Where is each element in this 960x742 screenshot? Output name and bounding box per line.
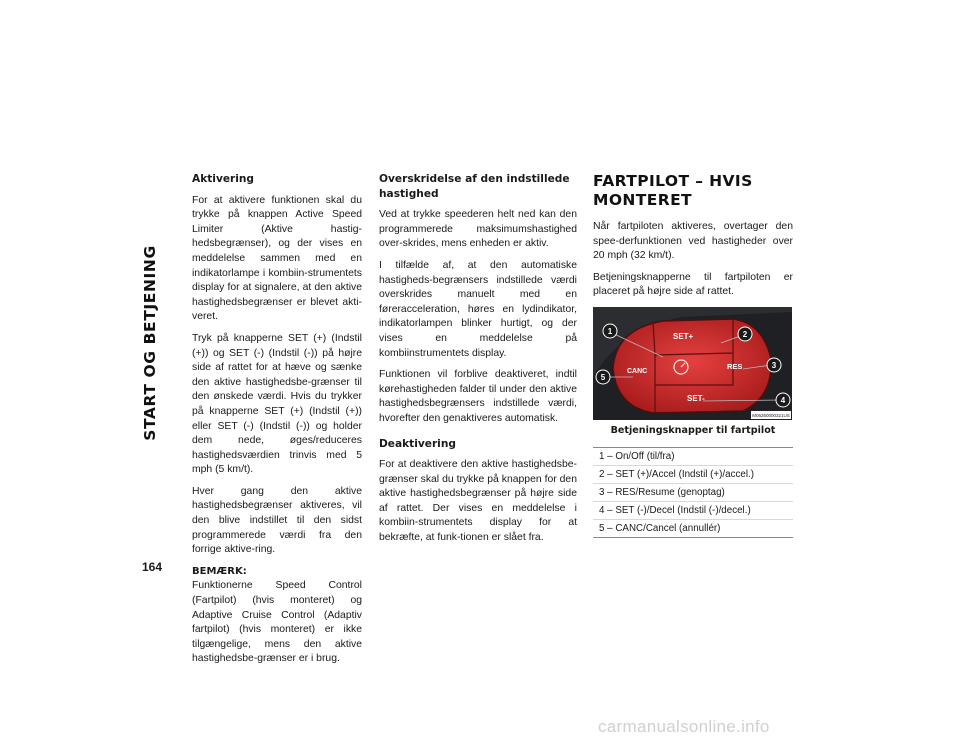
cruise-buttons-figure — [593, 307, 792, 420]
figure-caption: Betjeningsknapper til fartpilot — [610, 424, 776, 436]
callout-2 — [738, 327, 752, 341]
heading-override: Overskridelse af den indstillede hastighed — [379, 173, 570, 200]
paragraph: For at deaktivere den aktive hastighedsbe-grænser skal du trykke på knappen for den aktive hastighedsbegrænser på højre side af rattet. Der vises en meddelelse i kombiin-strumentets display for at bekræfte, at funk-tionen er slået fra. — [379, 459, 577, 544]
section-title-line: FARTPILOT – HVIS — [593, 172, 753, 190]
steering-wheel-controls-illustration — [593, 307, 792, 420]
heading-deactivation: Deaktivering — [379, 437, 456, 450]
figure-legend — [593, 447, 793, 538]
page-number: 164 — [142, 560, 163, 574]
column-activation — [192, 172, 362, 674]
btn-set-plus-label: SET+ — [673, 331, 694, 341]
legend-item: 2 – SET (+)/Accel (Indstil (+)/accel.) — [593, 465, 793, 483]
note-text: Funktionerne Speed Control (Fartpilot) (hvis monteret) og Adaptive Cruise Control (Adaptiv fartpilot) (hvis monteret) er ikke tilgængelige, mens den aktive hastighedsbe-grænser er i brug. — [192, 580, 362, 665]
note-label: BEMÆRK: — [192, 565, 247, 577]
paragraph: Funktionen vil forblive deaktiveret, indtil kørehastigheden falder til under den aktive hastighedsbegrænsers indstillede værdi, hvorefter den genaktiveres automatisk. — [379, 369, 577, 424]
svg-text:2: 2 — [742, 329, 748, 339]
watermark: carmanualsonline.info — [598, 717, 770, 736]
svg-text:3: 3 — [771, 360, 777, 370]
column-override — [379, 172, 577, 553]
heading-activation: Aktivering — [192, 173, 255, 185]
section-title-line: MONTERET — [593, 191, 693, 209]
btn-canc-label: CANC — [627, 367, 648, 375]
legend-item: 5 – CANC/Cancel (annullér) — [593, 519, 793, 537]
image-code: M06260000321US — [752, 412, 790, 418]
legend-item: 3 – RES/Resume (genoptag) — [593, 483, 793, 501]
paragraph: I tilfælde af, at den automatiske hastigheds-begrænsers indstillede værdi overskrides manuelt med en føreracceleration, høres en lydindikator, indikatorlampen blinker hurtigt, og der vises en meddelelse på kombiinstrumentets display. — [379, 259, 577, 359]
btn-res-label: RES — [727, 361, 743, 371]
paragraph: Ved at trykke speederen helt ned kan den programmerede maksimumshastighed over-skrides, mens enheden er aktiv. — [379, 209, 577, 250]
callout-1 — [603, 324, 617, 338]
paragraph: Tryk på knapperne SET (+) (Indstil (+)) og SET (-) (Indstil (-)) på højre side af rattet for at hæve og sænke den aktive hastighedsbe-grænser til den ønskede værdi. Hvis du trykker på knapperne SET (+) (Indstil (+)) eller SET (-) (Indstil (-)) og holder dem nede, øges/reduceres hastighedsværdien trinvis med 5 mph (5 km/t). — [192, 332, 362, 476]
svg-text:4: 4 — [780, 395, 786, 405]
callout-3 — [767, 358, 781, 372]
callout-4 — [776, 393, 790, 407]
btn-set-minus-label: SET- — [687, 393, 705, 403]
paragraph: Betjeningsknapperne til fartpiloten er placeret på højre side af rattet. — [593, 271, 793, 298]
section-side-tab-label: START OG BETJENING — [141, 245, 160, 441]
column-cruise-control — [593, 172, 793, 538]
paragraph: Når fartpiloten aktiveres, overtager den spee-derfunktionen ved hastigheder over 20 mph (32 km/t). — [593, 221, 793, 262]
svg-text:1: 1 — [607, 326, 613, 336]
paragraph: For at aktivere funktionen skal du trykke på knappen Active Speed Limiter (Aktive hastig-hedsbegrænser), og der vises en meddelelse sammen med en indikatorlampe i kombiin-strumentets display for at signalere, at den aktive hastighedsbegrænser er blevet akti-veret. — [192, 194, 362, 323]
legend-item: 4 – SET (-)/Decel (Indstil (-)/decel.) — [593, 501, 793, 519]
svg-text:5: 5 — [600, 372, 606, 382]
paragraph: Hver gang den aktive hastighedsbegrænser aktiveres, vil den blive indstillet til den sidst programmerede værdi fra den forrige aktive-ring. — [192, 485, 362, 556]
section-title — [593, 172, 793, 210]
section-side-tab — [140, 173, 160, 513]
legend-item: 1 – On/Off (til/fra) — [599, 450, 675, 462]
callout-5 — [596, 370, 610, 384]
